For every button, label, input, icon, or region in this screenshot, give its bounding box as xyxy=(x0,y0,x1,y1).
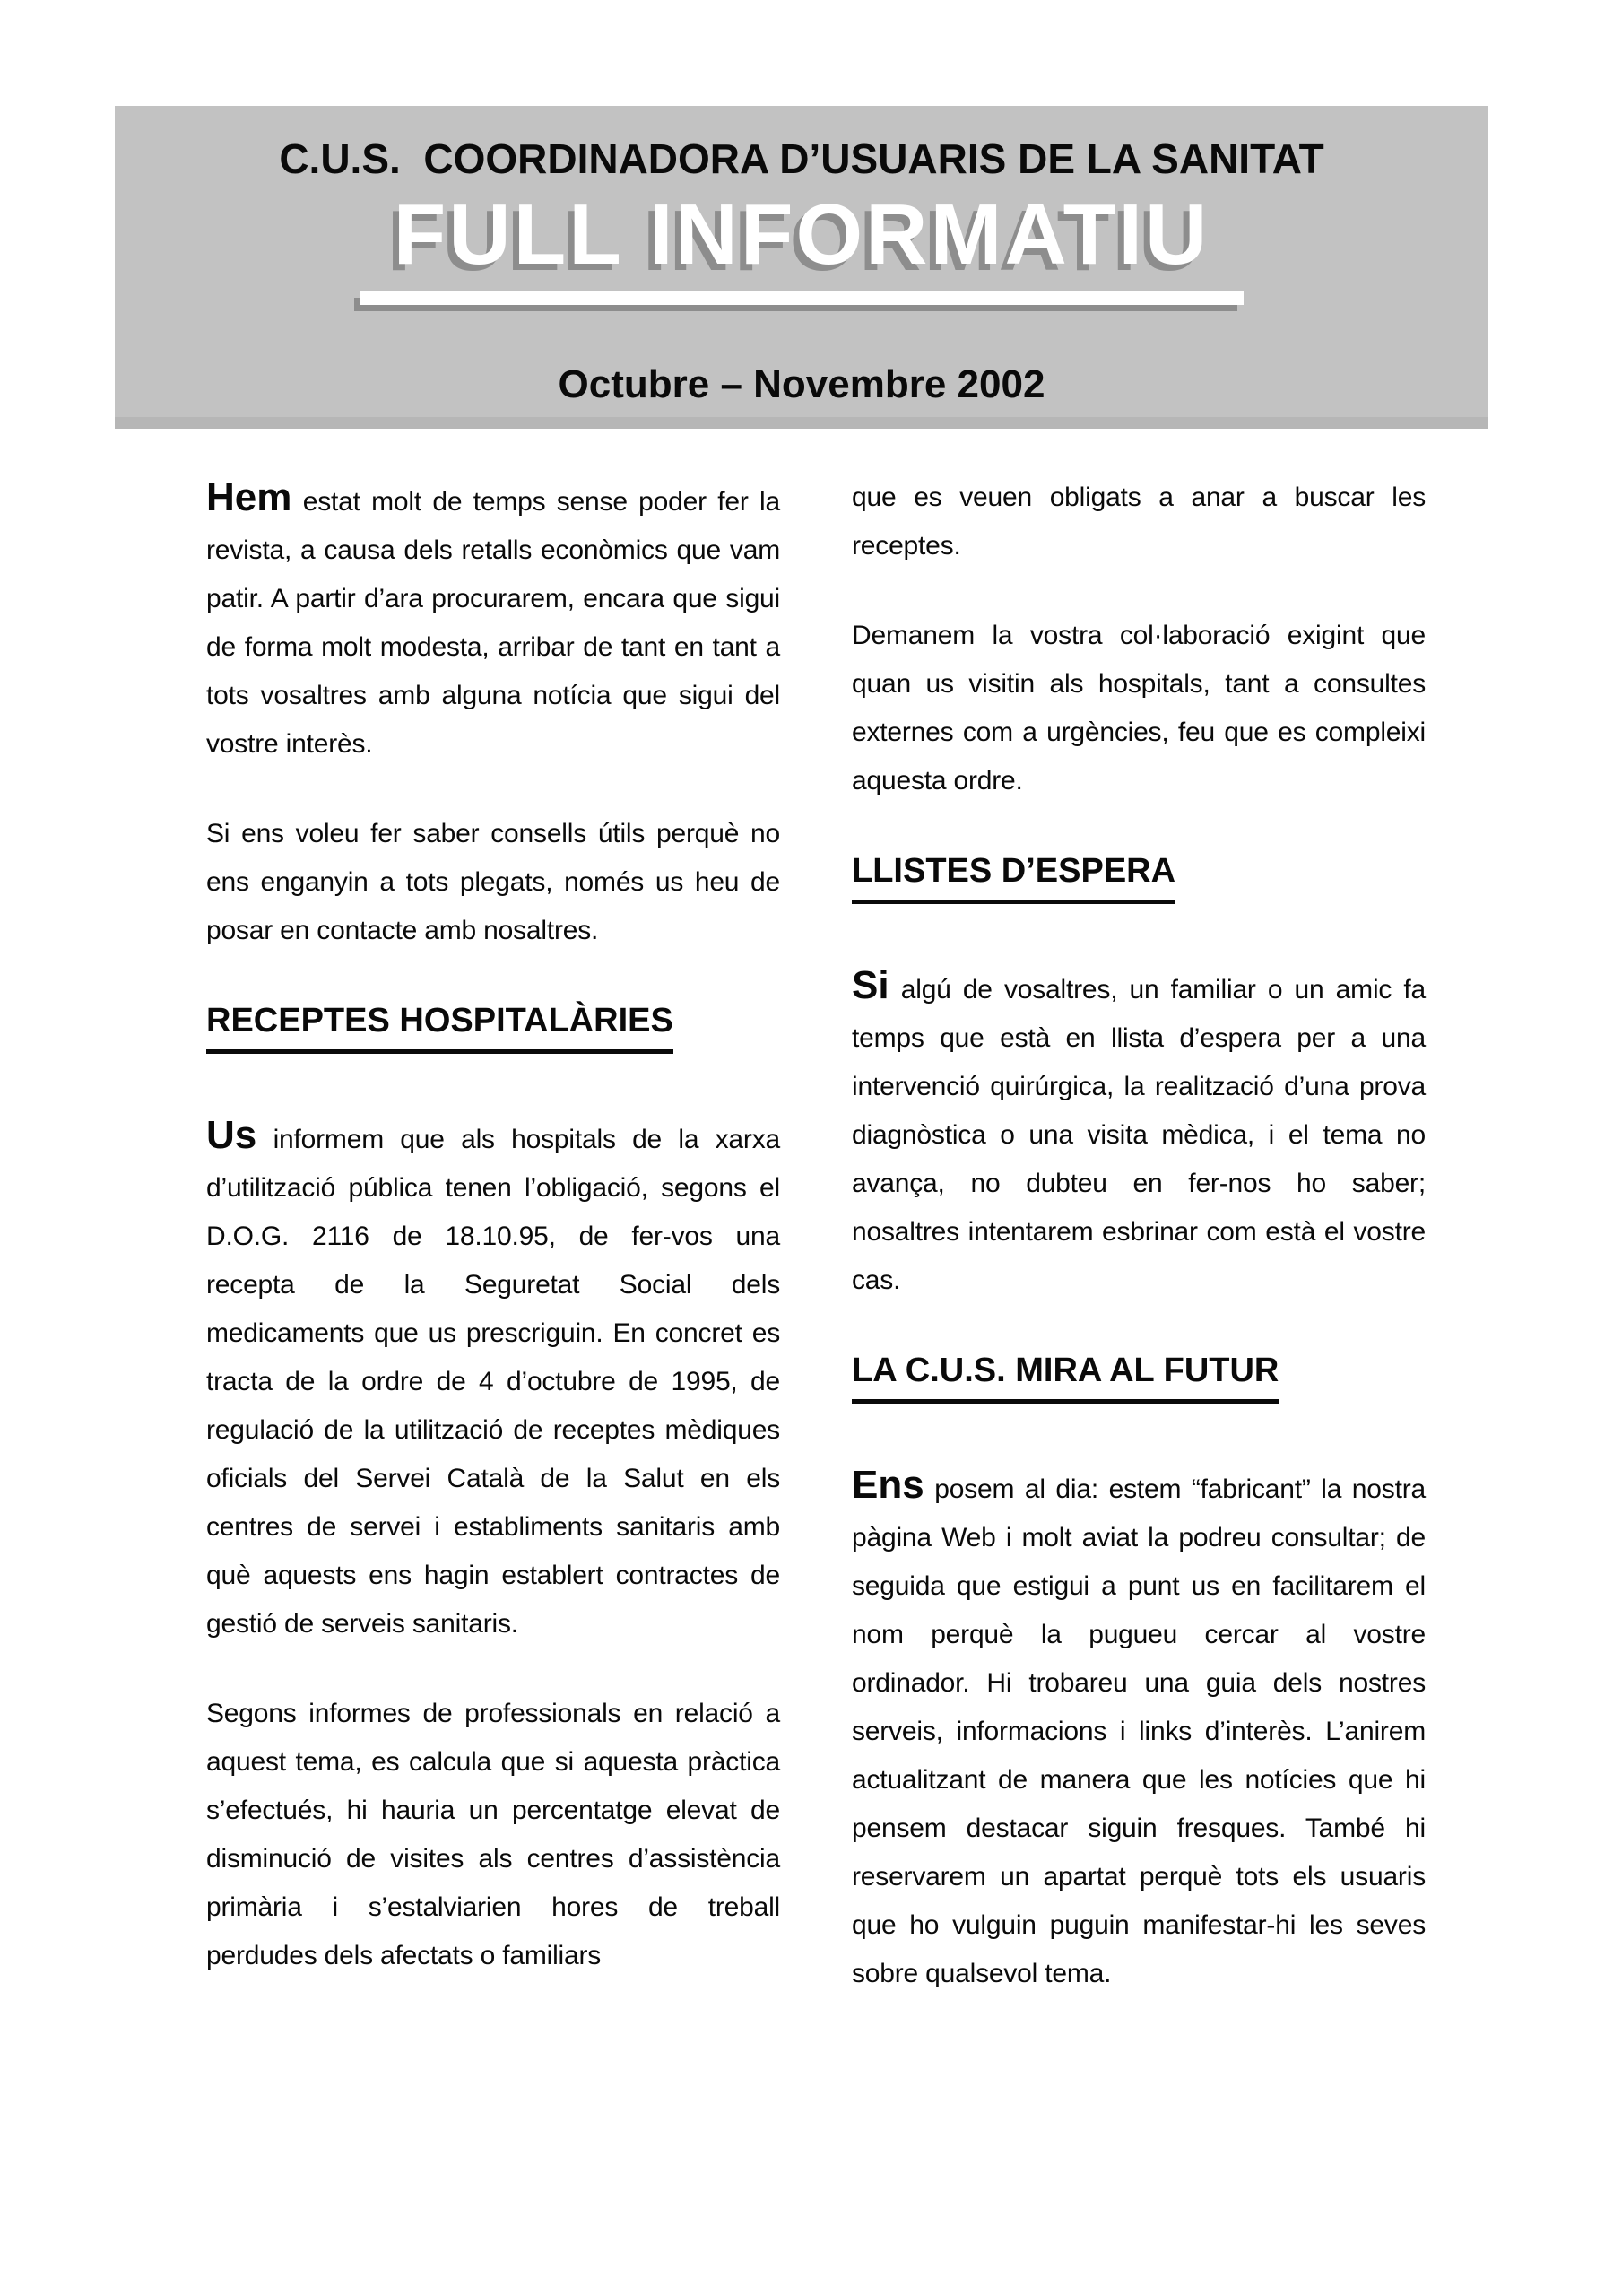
body-paragraph: Si ens voleu fer saber consells útils perquè no ens enganyin a tots plegats, només us heu de posar en contacte amb nosaltres. xyxy=(206,819,780,945)
lead-word: Si xyxy=(852,963,889,1007)
right-column xyxy=(852,474,1426,1998)
body-paragraph: Us informem que als hospitals de la xarxa d’utilització pública tenen l’obligació, segons el D.O.G. 2116 de 18.10.95, de fer-vos una recepta de la Seguretat Social dels medicaments que us prescriguin. En concret es tracta de la ordre de 4 d’octubre de 1995, de regulació de la utilització de receptes mèdiques oficials del Servei Català de la Salut en els centres de servei i establiments sanitaris amb què aquests ens hagin establert contractes de gestió de serveis sanitaris. xyxy=(206,1113,780,1639)
organization-title: C.U.S. COORDINADORA D’USUARIS DE LA SANITAT xyxy=(279,135,1324,182)
title-underline-bar xyxy=(360,291,1244,305)
body-paragraph: Hem estat molt de temps sense poder fer la revista, a causa dels retalls econòmics que vam patir. A partir d’ara procurarem, encara que sigui de forma molt modesta, arribar de tant en tant a tots vosaltres amb alguna notícia que sigui del vostre interès. xyxy=(206,475,780,759)
section-heading-text: LA C.U.S. MIRA AL FUTUR xyxy=(852,1346,1279,1404)
section-heading xyxy=(852,847,1426,904)
newsletter-title: FULL INFORMATIU xyxy=(393,187,1210,283)
body-paragraph: Ens posem al dia: estem “fabricant” la nostra pàgina Web i molt aviat la podreu consultar; de seguida que estigui a punt us en facilitarem el nom perquè la pugueu cercar al vostre ordinador. Hi trobareu una guia dels nostres serveis, informacions i links d’interès. L’anirem actualitzant de manera que les notícies que hi pensem destacar siguin fresques. També hi reservarem un apartat perquè tots els usuaris que ho vulguin puguin manifestar-hi les seves sobre qualsevol tema. xyxy=(852,1463,1426,1988)
body-paragraph: que es veuen obligats a anar a buscar les receptes. xyxy=(852,483,1426,561)
body-paragraph: Si algú de vosaltres, un familiar o un amic fa temps que està en llista d’espera per a una intervenció quirúrgica, la realització d’una prova diagnòstica o una visita mèdica, i el tema no avança, no dubteu en fer-nos ho saber; nosaltres intentarem esbrinar com està el vostre cas. xyxy=(852,963,1426,1295)
masthead xyxy=(115,106,1488,429)
lead-word: Hem xyxy=(206,475,292,519)
issue-date: Octubre – Novembre 2002 xyxy=(558,362,1045,406)
section-heading-text: RECEPTES HOSPITALÀRIES xyxy=(206,996,673,1054)
lead-word: Us xyxy=(206,1113,257,1157)
body-paragraph: Segons informes de professionals en relació a aquest tema, es calcula que si aquesta pràctica s’efectués, hi hauria un percentatge elevat de disminució de visites als centres d’assistència primària i s’estalviarien hores de treball perdudes dels afectats o familiars xyxy=(206,1699,780,1970)
section-heading-text: LLISTES D’ESPERA xyxy=(852,847,1175,904)
section-heading xyxy=(852,1346,1426,1404)
body-paragraph: Demanem la vostra col·laboració exigint que quan us visitin als hospitals, tant a consultes externes com a urgències, feu que es compleixi aquesta ordre. xyxy=(852,621,1426,796)
lead-word: Ens xyxy=(852,1463,924,1507)
section-heading xyxy=(206,996,780,1054)
left-column xyxy=(206,474,780,1980)
